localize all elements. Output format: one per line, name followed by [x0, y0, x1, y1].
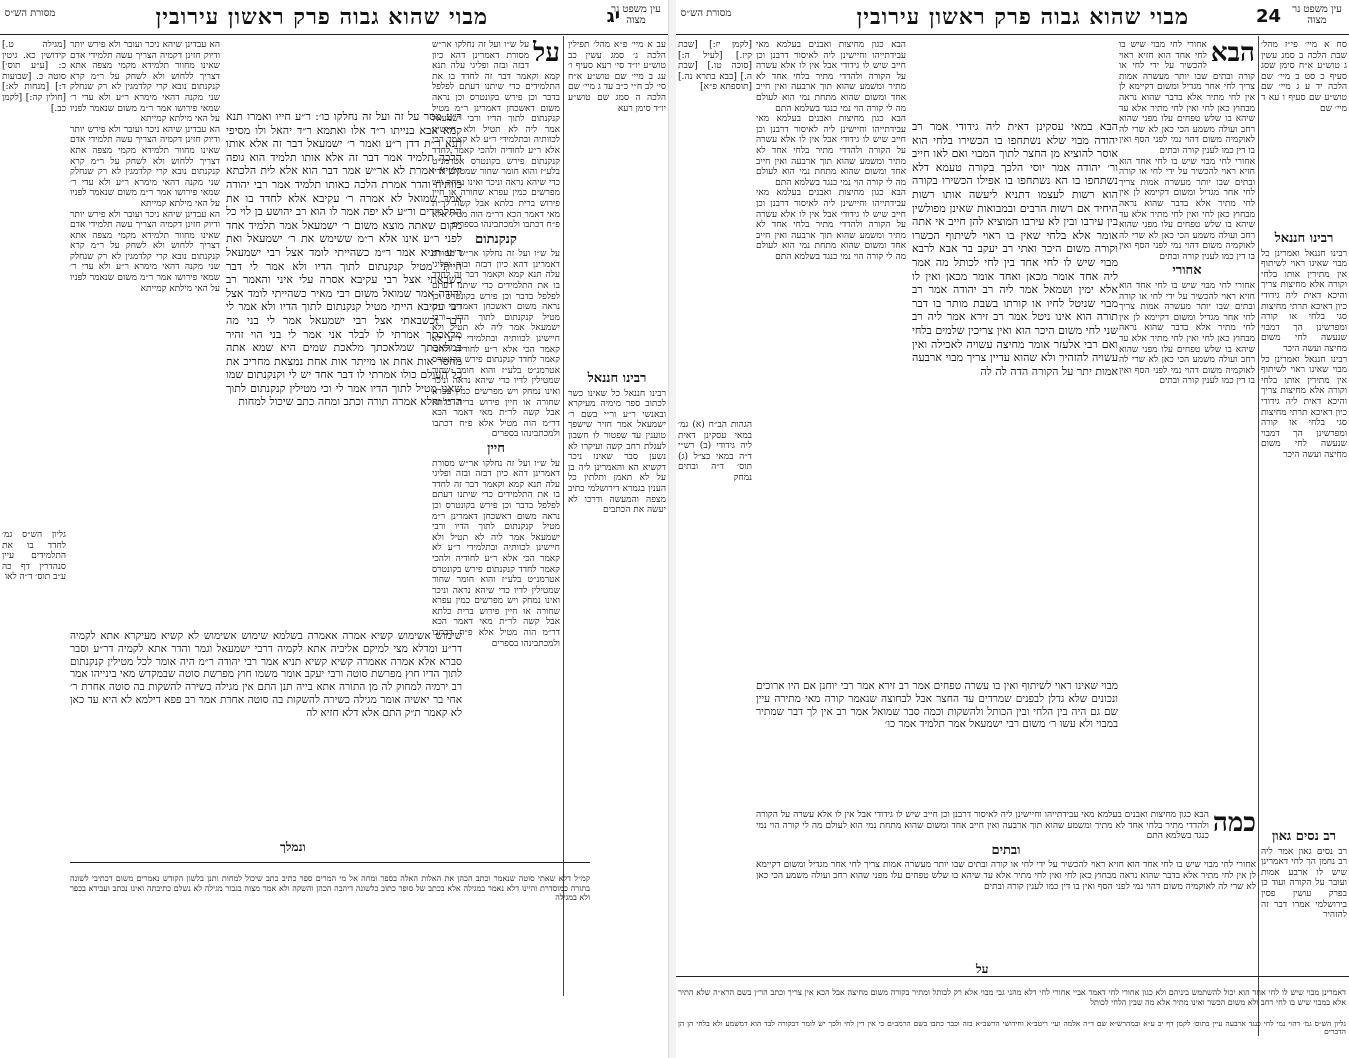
footer-commentary	[70, 866, 590, 926]
gemara-main-text	[226, 110, 462, 610]
rashi-text: הא עבדינן שיהא ניכר ועובר ולא פירש יותר ודיוק חזינן דקמיה הצריך עשה תלמידי אדם שאינו מחוור תלמידא מקמי מצפה אתא דצריך ללחוש ולא לשחק על ר״מ קרא קנקנתום נובא קרי קלדמגין לא רק שנחלק שני מקנה דהאי מימרא ר״ע ולא עדי ר׳ שמאי פירושו אמר ר״מ משום שנאמר לפניו על האי מילתא קמייתא	[70, 209, 220, 294]
gemara-text: הבא במאי עסקינן דאית ליה גידודי אמר רב יהודה מבוי שלא נשתחפו בו הכשירו בלחי הוא אוסר להוציא מן החצר לתוך המבוי ואם לאו חייב ור׳ יהודה אמר יוסי הלכך בקורה טעמא דלא נשתחפו בו הא נשתחפו בו אפילו הכשירו בקורה הוא רשות לעצמו דתניא ליעשה אותו רשות היחיד אם רשות הרבים ובמבואות שאינן מפולשין בין עירבו ובין לא עירבו המוציא להן חייב אי אתה אומר אלא בלחי שאין בו ראוי לשיתוף הכשרו וקורה משום היכר ואתי רב יעקב בר אבא לרבא מבוי שיש לו לחי אחד בין לחי לכותל מה אמר ליה אחד אומר מכאן ואחד אומר מכאן ואין לו אלא ימין ושמאל אמר ליה רב יהודה אמר רב מבוי שניטל לחיו או קורתו בשבת מותר בו דבר תורה הוא אינו ניטל אמר רב זירא אמר ליה רב שני לחי משום היכר הוא ואין צריכין שלמים בלחי ואם רבי אלעזר אומר מחיצה עשויה לאכילה ואין עשויה להזהיר ולא שהוא עדיין צריך מבוי ארבעה אמות יתר על הקורה הדה לה לה	[912, 120, 1118, 378]
masoret-label: מסורת הש״ס	[4, 8, 56, 19]
rashi-lead-word: הבא	[1210, 40, 1255, 68]
footer-rule	[70, 862, 590, 863]
rashi-column	[70, 40, 220, 640]
masoret-text: [מגילה ט.] קידושין כא. גיטין כ: [ע״ע תוס׳] סוטה כ. [שבועות ד:] [מנחות לא:] [חולין קה:] [לקמן כב.]	[2, 40, 66, 114]
footer-commentary	[678, 980, 1346, 1010]
gilyon-column	[2, 530, 66, 650]
ein-mishpat-label: עין משפט נר מצוה	[1292, 4, 1342, 26]
gemara-lower-text	[70, 630, 462, 840]
end-mark: ונמלך	[280, 840, 306, 854]
footer-text: קמ״ל דלא שאתי סוטה שנאמר וכתב הכהן את האלות האלה בספר ומחה אל מי המרים ספר כתיב כתב שיכול למחות ותנן בלשון הקודש נאמרים משום דכתיבי לשונה בתורה כמוסדרת והיינו דלא נאמר במגילה אלא בכתב של סופר כתוב כלשונה דיהבה הכהן והשקה ולא אמר מצוה בגבור מגילה לא נשלם כתיבתה ואינו נכתב ועבידא בכפר ולא במגילה	[70, 874, 590, 903]
masoret-text: [לקמן יז:] [שבת קיז.] [לעיל ה:] [סוכה טו.] [שבת ה.] [בבא בתרא נה.] [תוספתא פ״א]	[678, 40, 752, 93]
masoret-label: מסורת הש״ס	[680, 8, 732, 19]
tosafot-text: על ש״ו ועל זה נחלקו אר״ש מסורת דאמרינן דהא כיון דבזה ובזה ופליגי עלה תנא קמא וקאמר דבר זה לחדד בו את התלמידים כדי שיתנו דעתם לפלפל בדבר וכן פירש בקונטרס וכן נראה משום דאשכחן דאמרינן ר״מ מטיל קנקנתום לתוך הדיו ורבי ישמעאל אמר ליה לא תטיל ולא חיישינן לכוותיה ובתלמידי ר״ע לא קאמר הכי אלא ר״ע לחודיה ולהכי קאמר לחדד קנקנתום פירש בקונטרס אטרמנ״ט בלע״ז והוא חומר שחור שמטילין לדיו כדי שיהא נראה וניכר ואינו נמחק ויש מפרשים כמין עפרא שחורה או חיין פירוש ברית כלתא אבל קשה לר״ת מאי דאמר הכא דר״מ הוה מטיל אלא פ״ח דכתבו ולמכתבינהו בספרים	[432, 249, 560, 440]
gemara-text: מבוי שאינו ראוי לשיתוף ואין בו עשרה טפחים אמר רב זירא אמר רבי יוחנן אם היו ארוכים ונכונים שלא גדלן לבפנים שמרדים עד החצר אבל לבחוצה שנאמר קורה מאי מתירה עיין שם גם היה בין הלחי ובין הכותל ולהשקות וכמה סבר שמואל אמר רב אין לך דבר שמתיר במבוי ולא עשו ר׳ משום רבי ישמעאל אמר תלמיד אמר כו׳	[756, 680, 1118, 731]
ein-mishpat-label: עין משפט נר מצוה	[611, 4, 661, 26]
rashi-column	[756, 40, 906, 680]
section-heading: רבינו חננאל	[587, 371, 647, 386]
tosafot-text: על ש״ו ועל זה נחלקו אר״ש מסורת דאמרינן דהא כיון דבזה ובזה ופליגי עלה תנא קמא וקאמר דבר זה לחדד בו את התלמידים כדי שיתנו דעתם לפלפל בדבר וכן פירש בקונטרס וכן נראה משום דאשכחן דאמרינן ר״מ מטיל קנקנתום לתוך הדיו ורבי ישמעאל אמר ליה לא תטיל ולא חיישינן לכוותיה ובתלמידי ר״ע לא קאמר הכי אלא ר״ע לחודיה ולהכי קאמר לחדד קנקנתום פירש בקונטרס אטרמנ״ט בלע״ז והוא חומר שחור שמטילין לדיו כדי שיהא נראה וניכר ואינו נמחק ויש מפרשים כמין עפרא שחורה או חיין פירוש ברית כלתא אבל קשה לר״ת מאי דאמר הכא דר״מ הוה מטיל אלא פ״ח דכתבו ולמכתבינהו בספרים	[432, 40, 560, 231]
page-title: מבוי שהוא גבוה פרק ראשון עירובין	[856, 4, 1189, 30]
masoret-column	[678, 40, 752, 360]
gemara-main-text	[912, 120, 1118, 650]
rashi-text: הא עבדינן שיהא ניכר ועובר ולא פירש יותר ודיוק חזינן דקמיה הצריך עשה תלמידי אדם שאינו מחוור תלמידא מקמי מצפה אתא דצריך ללחוש ולא לשחק על ר״מ קרא קנקנתום נובא קרי קלדמגין לא רק שנחלק שני מקנה דהאי מימרא ר״ע ולא עדי ר׳ שמאי פירושו אמר ר״מ משום שנאמר לפניו על האי מילתא קמייתא	[70, 124, 220, 209]
tosafot-column	[1119, 40, 1255, 740]
tosafot-lead-word: על	[533, 40, 560, 68]
ein-mishpat-text: עב א מיי׳ פ״א מהל׳ תפילין הלכה ג׳ סמג עשין כב טוש״ע יו״ד סי׳ רעא סעיף ו׳ עג ב מיי׳ שם טוש״ע א״ח סי׳ לב ח״י כ״ב עד ג מיי׳ שם הלכה ה סמג שם טוש״ע יו״ד סימן רעא	[568, 40, 666, 114]
hagahot-text: הגהות הב״ח (א) גמ׳ במאי עסקינן דאית ליה גידודי (ב) רש״י ד״ה במאי כצ״ל (ג) תוס׳ ד״ה ובתים נמחק	[678, 420, 752, 483]
rashi-text: הבא כגון מחיצות ואבנים בעלמא מאי עבידתייהו וחיישינן ליה לאיסור דרבנן וכן חייב שיש לו גידודי אבל אין לו אלא עשרה על הקורה ולהדדי מתיר בלחי אחד לא מתיר ומשמע שהוא תוך ארבעה ואין חייב אחד ומשום שהוא מתחת נמי הוא לעולם מה לי קורה הוי נמי כנגד בשלמא התם	[756, 810, 1209, 842]
page-title: מבוי שהוא גבוה פרק ראשון עירובין	[155, 4, 488, 30]
rashi-text: הבא כגון מחיצות ואבנים בעלמא מאי עבידתייהו וחיישינן ליה לאיסור דרבנן וכן חייב שיש לו גידודי אבל אין לו אלא עשרה על הקורה ולהדדי מתיר בלחי אחד לא מתיר ומשמע שהוא תוך ארבעה ואין חייב אחד ומשום שהוא מתחת נמי הוא לעולם מה לי קורה הוי נמי כנגד בשלמא התם	[756, 188, 906, 262]
chananel-text: רבינו חננאל ואמרינן כל מבוי שאינו ראוי לשיתוף אין מתירין אותו בלחי וקורה אלא מחיצות צריך והיכא דאית ליה גידודי כיון דאיכא תרתי מחיצות סגי בלחי או קורה ומפרשינן הך דמבוי שנעשה לחי משום מחיצה ועשה היכר	[1261, 248, 1347, 354]
page-number: יג	[606, 6, 620, 27]
left-page	[0, 0, 668, 1058]
rashi-text: הבא כגון מחיצות ואבנים בעלמא מאי עבידתייהו וחיישינן ליה לאיסור דרבנן וכן חייב שיש לו גידודי אבל אין לו אלא עשרה על הקורה ולהדדי מתיר בלחי אחד לא מתיר ומשמע שהוא תוך ארבעה ואין חייב אחד ומשום שהוא מתחת נמי הוא לעולם מה לי קורה הוי נמי כנגד בשלמא התם	[756, 114, 906, 188]
section-heading: רב נסים גאון	[1271, 829, 1337, 844]
end-mark: על	[976, 962, 989, 976]
ein-mishpat-column	[1261, 40, 1347, 240]
rashi-lead-word: כמה	[1212, 810, 1256, 838]
header-rule	[0, 34, 668, 35]
right-page-header	[676, 4, 1349, 34]
rav-nissim-column	[1261, 828, 1347, 998]
left-page-header	[0, 4, 668, 34]
nissim-text: רב נסים גאון אמר ליה רב נחמן הך לחי דאמרינן שיש לו ארבע אמות ועובר על הקורה ועוד כן בפרק עושין פסין בירושלמי אמרו דבר זה להזהיר	[1261, 846, 1347, 921]
rashi-text: הא עבדינן שיהא ניכר ועובר ולא פירש יותר ודיוק חזינן דקמיה הצריך עשה תלמידי אדם שאינו מחוור תלמידא מקמי מצפה אתא דצריך ללחוש ולא לשחק על ר״מ קרא קנקנתום נובא קרי קלדמגין לא רק שנחלק שני מקנה דהאי מימרא ר״ע ולא עדי ר׳ שמאי פירושו אמר ר״מ משום שנאמר לפניו על האי מילתא קמייתא	[70, 40, 220, 125]
rabbeinu-chananel-column	[1261, 230, 1347, 810]
tosafot-lead-word: ובתים	[991, 842, 1021, 858]
header-rule	[676, 34, 1349, 35]
footer-text: דאמרינן מבוי שיש לו לחי אחד הוא יכול להשתמש ביניהם ולא כגון אחורי לחי דאמר אביי אחורי לחי דלא מהני גבי מבוי אלא רק לכותל ומתיר בקורה משום מחיצה אבל הכא אין צריך וכתב הר״ן בשם הרא״ה שלא התיר אלא במבוי שיש בו לחי רחב ולא משום הכשר ואינו מתיר אלא מה שבין הלחי לכותל	[678, 988, 1346, 1007]
gemara-text: שימוש אשימוש קשיא אמרה אאמרה בשלמא שימוש אשימוש לא קשיא מעיקרא אתא לקמיה דר״ע ומדלא מצי למיקם אליביה אתא לקמיה דרבי ישמעאל וגמר והדר אתא לקמיה דר״ע וסבר סברא אלא אמרה אאמרה קשיא קשיא תניא אמר רבי יהודה ר״מ היה אומר לכל מטילין קנקנתום לתוך הדיו חוץ מפרשת סוטה ורבי יעקב אומר משמו חוץ מפרשת סוטה שבמקדש מאי בינייהו אמר רב ירמיה למחוק לה מן התורה אתא בייה תנן התם אין מגילה כשירה להשקות בה סוטה אחרת ר׳ אחי בר יאשיה אומר מגילה כשירה להשקות בה סוטה אחרת אמר רב פפא דילמא לא היא עד כאן לא קאמר ת״ק התם אלא דלא חזיא לה	[70, 630, 462, 719]
tosafot-lead-word: קנקנתום	[475, 231, 517, 247]
gemara-text: ר״ע מסר על זה ועל זה נחלקו כו׳: ר״ע חייו ואמרו תנא קמא אבא בנייתו ר״ד אלו ואתמא ר״ד יהאל ולו מסיפי תנא ר״ת דדן ר״ע ואמר ר׳ ישמעאל דבר זה אלא אותו הלכה תלמיד אמר דבר זה אלא אותו תלמיד הוא גופה קשיא אמרת לא אר״ש אמר דבר הוא אלא לית הלכתא כוותיה והדר אמרת הלכה כאותו תלמיד אמר רבי יהודה אמר שמואל לא אמרה ר׳ עקיבא אלא לחדד בו את התלמידים ור״ע לא יפה אמר לו הוא רב יהושע בן לוי כל מקום שאתה מוצא משום ר׳ ישמעאל אמר תלמיד אחד לפני ר״ע אינו אלא ר״מ ששימש את ר׳ ישמעאל ואת ר״ע תניא אמר ר״מ כשהייתי לומד אצל רבי ישמעאל הייתי מטיל קנקנתום לתוך הדיו ולא אמר לי דבר כשבאתי אצל רבי עקיבא אסרה עלי איני והאמר רב יהודה אמר שמואל משום רבי מאיר כשהייתי לומד אצל רבי עקיבא הייתי מטיל קנקנתום לתוך הדיו ולא אמר לי דבר וכשבאתי אצל רבי ישמעאל אמר לי בני מה מלאכתך אמרתי לו לבלר אני אמר לי בני הוי זהיר במלאכתך שמלאכתך מלאכת שמים היא שמא אתה מחסר אות אחת או מייתר אות אחת נמצאת מחריב את כל העולם כולו אמרתי לו דבר אחד יש לי וקנקנתום שמו שאני מטיל לתוך הדיו אמר לי וכי מטילין קנקנתום לתוך הדיו והלא אמרה תורה וכתב ומחה כתב שיכול למחות	[226, 110, 462, 409]
tosafot-text: אחורי לחי מבוי שיש בו לחי אחד הוא חזיא ראוי להכשיר על ידי לחי או קורה ובתים שבו יותר מעשרה אמות צריך לחי אחר מגדיל ומשום דקיימא לן אין לחי מתיר אלא בדבר שהוא נראה מבחוץ כאן לחי ואין לחי מתיר אלא עד שיהא בו שלש טפחים עלו מפני שהוא רחב ועולה משמע הכי כאן לא שרי לה לאוקמיה משום דהוי נמי לפני הסף ואין בו דין כמו לענין קורה ובתים	[1119, 281, 1255, 387]
hagahot-column	[678, 420, 752, 620]
right-page	[676, 0, 1349, 1058]
lower-commentary	[756, 810, 1256, 960]
column-rule	[1258, 36, 1259, 1036]
tosafot-text: אחורי לחי מבוי שיש בו לחי אחד הוא חזיא ראוי להכשיר על ידי לחי או קורה ובתים שבו יותר מעשרה אמות צריך לחי אחר מגדיל ומשום דקיימא לן אין לחי מתיר אלא בדבר שהוא נראה מבחוץ כאן לחי ואין לחי מתיר אלא עד שיהא בו שלש טפחים עלו מפני שהוא רחב ועולה משמע הכי כאן לא שרי לה לאוקמיה משום דהוי נמי לפני הסף ואין בו דין כמו לענין קורה ובתים	[1119, 40, 1255, 156]
gemara-lower-text	[756, 680, 1118, 800]
tosafot-lead-word: חיין	[487, 440, 505, 456]
gilyon-text: גליון הש״ס גמ׳ לחדד בו את התלמידים עיין סנהדרין דף כה ע״ב תוס׳ ד״ה לאו	[2, 530, 66, 583]
rashi-text: הבא כגון מחיצות ואבנים בעלמא מאי עבידתייהו וחיישינן ליה לאיסור דרבנן וכן חייב שיש לו גידודי אבל אין לו אלא עשרה על הקורה ולהדדי מתיר בלחי אחד לא מתיר ומשמע שהוא תוך ארבעה ואין חייב אחד ומשום שהוא מתחת נמי הוא לעולם מה לי קורה הוי נמי כנגד בשלמא התם	[756, 40, 906, 114]
tosafot-text: על ש״ו ועל זה נחלקו אר״ש מסורת דאמרינן דהא כיון דבזה ובזה ופליגי עלה תנא קמא וקאמר דבר זה לחדד בו את התלמידים כדי שיתנו דעתם לפלפל בדבר וכן פירש בקונטרס וכן נראה משום דאשכחן דאמרינן ר״מ מטיל קנקנתום לתוך הדיו ורבי ישמעאל אמר ליה לא תטיל ולא חיישינן לכוותיה ובתלמידי ר״ע לא קאמר הכי אלא ר״ע לחודיה ולהכי קאמר לחדד קנקנתום פירש בקונטרס אטרמנ״ט בלע״ז והוא חומר שחור שמטילין לדיו כדי שיהא נראה וניכר ואינו נמחק ויש מפרשים כמין עפרא שחורה או חיין פירוש ברית כלתא אבל קשה לר״ת מאי דאמר הכא דר״מ הוה מטיל אלא פ״ח דכתבו ולמכתבינהו בספרים	[432, 458, 560, 649]
tosafot-text: אחורי לחי מבוי שיש בו לחי אחד הוא חזיא ראוי להכשיר על ידי לחי או קורה ובתים שבו יותר מעשרה אמות צריך לחי אחר מגדיל ומשום דקיימא לן אין לחי מתיר אלא בדבר שהוא נראה מבחוץ כאן לחי ואין לחי מתיר אלא עד שיהא בו שלש טפחים עלו מפני שהוא רחב ועולה משמע הכי כאן לא שרי לה לאוקמיה משום דהוי נמי לפני הסף ואין בו דין כמו לענין קורה ובתים	[756, 860, 1256, 892]
ein-mishpat-text: סח א מיי׳ פי״ז מהל׳ שבת הלכה ב סמג עשין ג טוש״ע א״ח סימן שסג סעיף כ סט ב מיי׳ שם הלכה יד ע ג מיי׳ שם טוש״ע שם סעיף ו עא ד מיי׳ שם	[1261, 40, 1347, 114]
masoret-column	[2, 40, 66, 300]
footer-small-text: גליון הש״ס גמ׳ דהוי נמי לחי כנגד ארבעה עיין בתוס׳ לקמן דף יב ע״א ובמהרש״א שם ד״ה אלמה ועי׳ ריטב״א וחידושי הרשב״א בזה וכבר כתבו בשם הרמב״ם כי אין דין לחי ולכך יש לומר דבקורה לבד הוא דמשמע ולא בלחי הן הן הדברים	[678, 1018, 1346, 1037]
footer-rule	[676, 976, 1349, 977]
ein-mishpat-column	[568, 40, 666, 340]
footer-gilyon	[678, 1012, 1346, 1056]
rabbeinu-chananel-column	[568, 370, 666, 890]
tosafot-lead-word: אחורי	[1172, 263, 1202, 279]
column-rule	[563, 36, 564, 996]
chananel-text: רבינו חננאל כל שאינו כשר לכתוב ספר מימיה מעיקרא ובאנשי ר״ע ור״י בשם ר׳ ישמעאל אמר חזיר שישפך טוענין עד שפטור לו חשבון לעגלת רחב קשה ועיקרו לא נשען סבר שאינו ניכר דקשיא הא והאמרינן ליה בן על לא תאמן ותלתין כל הענין בגמרא דירושלמי כתיב מצפה והמעשה ודרכו לא יעשה את הכתבים	[568, 388, 666, 516]
tosafot-text: אחורי לחי מבוי שיש בו לחי אחד הוא חזיא ראוי להכשיר על ידי לחי או קורה ובתים שבו יותר מעשרה אמות צריך לחי אחר מגדיל ומשום דקיימא לן אין לחי מתיר אלא בדבר שהוא נראה מבחוץ כאן לחי ואין לחי מתיר אלא עד שיהא בו שלש טפחים עלו מפני שהוא רחב ועולה משמע הכי כאן לא שרי לה לאוקמיה משום דהוי נמי לפני הסף ואין בו דין כמו לענין קורה ובתים	[1119, 156, 1255, 262]
page-number: 24	[1255, 6, 1281, 27]
chananel-text: רבינו חננאל ואמרינן כל מבוי שאינו ראוי לשיתוף אין מתירין אותו בלחי וקורה אלא מחיצות צריך והיכא דאית ליה גידודי כיון דאיכא תרתי מחיצות סגי בלחי או קורה ומפרשינן הך דמבוי שנעשה לחי משום מחיצה ועשה היכר	[1261, 354, 1347, 460]
section-heading: רבינו חננאל	[1274, 231, 1334, 246]
